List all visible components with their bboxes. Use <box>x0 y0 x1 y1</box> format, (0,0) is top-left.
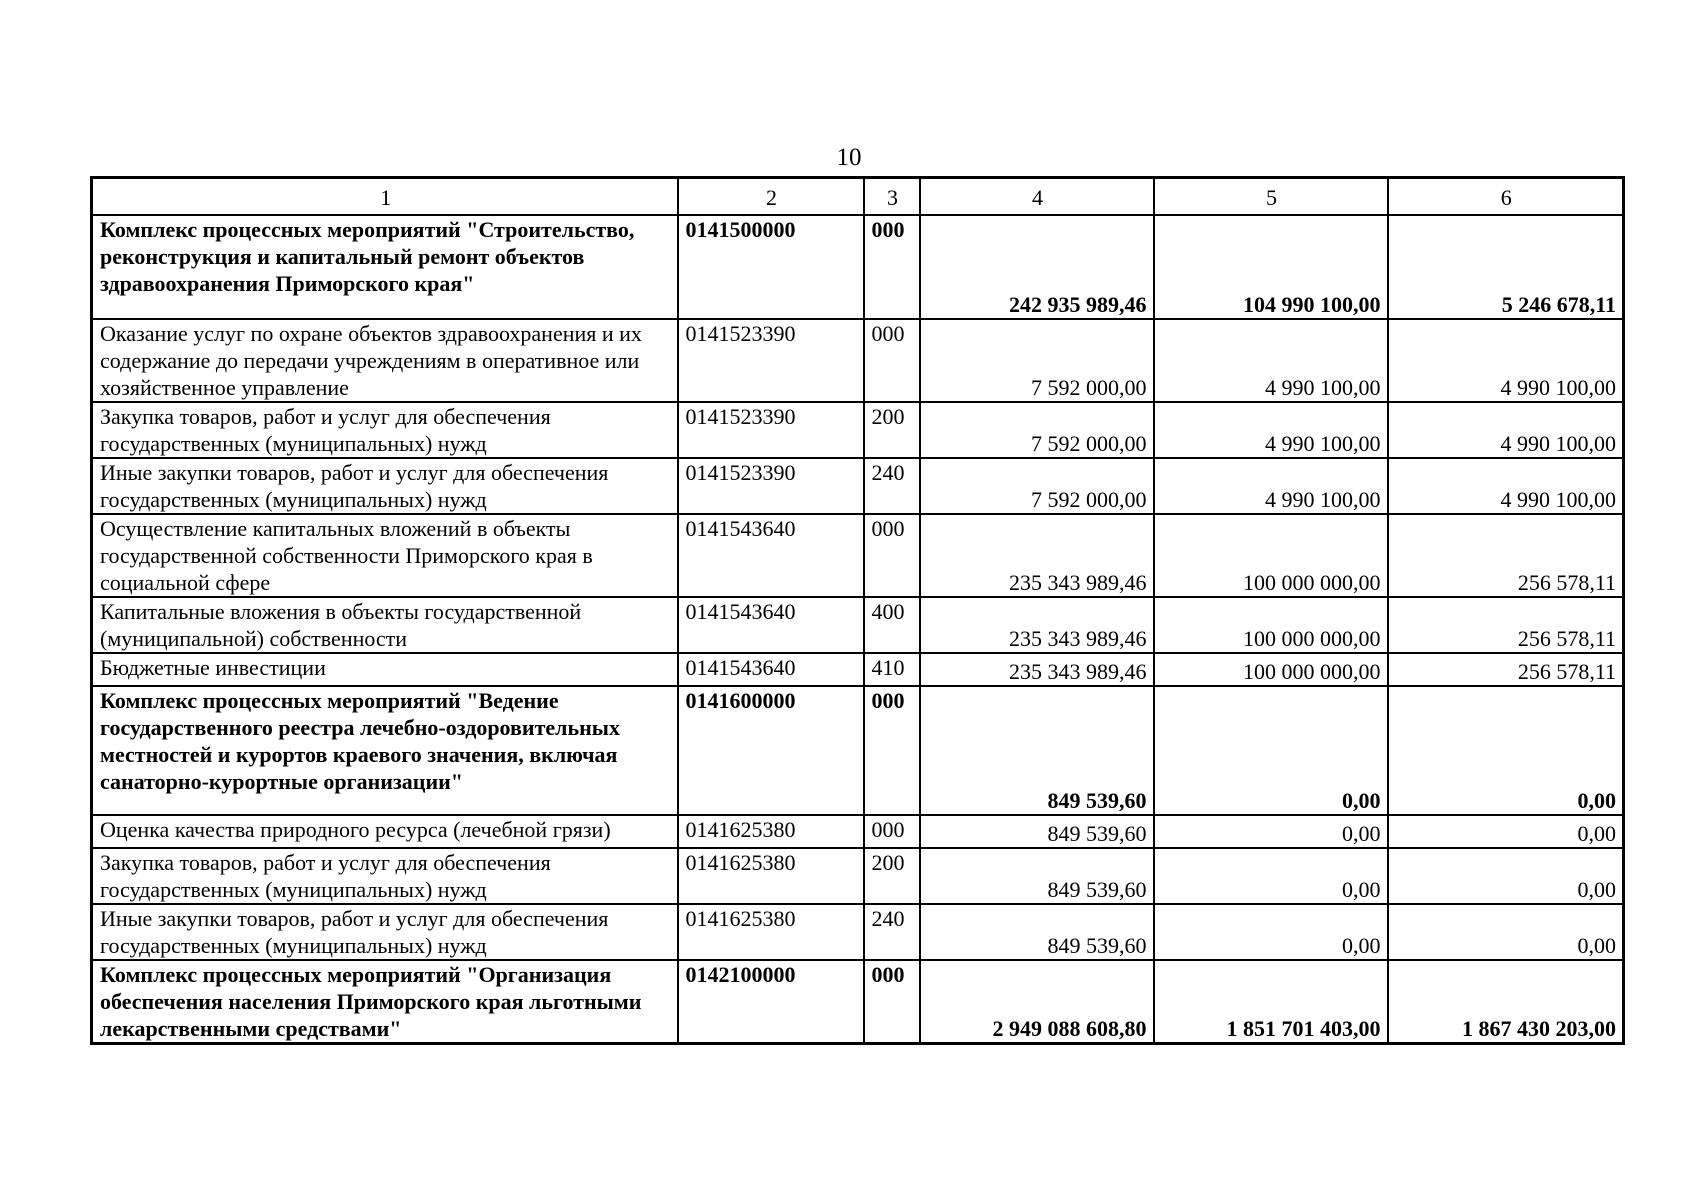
row-description: Комплекс процессных мероприятий "Организация обеспечения населения Приморского края льготными лекарственными средствами" <box>92 960 678 1044</box>
row-amount-col5: 4 990 100,00 <box>1154 319 1388 402</box>
table-row <box>92 904 1624 960</box>
row-expense-type: 400 <box>864 597 920 653</box>
table-body <box>92 178 1624 1044</box>
page-number: 10 <box>836 144 862 171</box>
row-expense-type: 000 <box>864 514 920 597</box>
row-amount-col4: 849 539,60 <box>920 904 1154 960</box>
table-row <box>92 402 1624 458</box>
row-amount-col5: 104 990 100,00 <box>1154 215 1388 319</box>
row-target-code: 0141600000 <box>678 686 864 815</box>
row-amount-col5: 4 990 100,00 <box>1154 458 1388 514</box>
row-description: Комплекс процессных мероприятий "Строительство, реконструкция и капитальный ремонт объектов здравоохранения Приморского края" <box>92 215 678 319</box>
row-expense-type: 410 <box>864 653 920 686</box>
table-row-section <box>92 215 1624 319</box>
column-header: 5 <box>1154 178 1388 216</box>
row-amount-col5: 1 851 701 403,00 <box>1154 960 1388 1044</box>
row-target-code: 0141523390 <box>678 402 864 458</box>
row-amount-col6: 256 578,11 <box>1388 514 1624 597</box>
row-amount-col4: 2 949 088 608,80 <box>920 960 1154 1044</box>
row-description: Закупка товаров, работ и услуг для обеспечения государственных (муниципальных) нужд <box>92 402 678 458</box>
row-amount-col5: 0,00 <box>1154 815 1388 848</box>
row-amount-col4: 849 539,60 <box>920 848 1154 904</box>
row-amount-col5: 0,00 <box>1154 686 1388 815</box>
row-amount-col6: 5 246 678,11 <box>1388 215 1624 319</box>
table-row <box>92 514 1624 597</box>
row-amount-col4: 7 592 000,00 <box>920 319 1154 402</box>
row-description: Иные закупки товаров, работ и услуг для обеспечения государственных (муниципальных) нужд <box>92 904 678 960</box>
row-description: Оценка качества природного ресурса (лечебной грязи) <box>92 815 678 848</box>
table-row <box>92 319 1624 402</box>
row-amount-col5: 0,00 <box>1154 848 1388 904</box>
row-expense-type: 200 <box>864 848 920 904</box>
row-expense-type: 000 <box>864 319 920 402</box>
row-expense-type: 000 <box>864 686 920 815</box>
row-target-code: 0141523390 <box>678 458 864 514</box>
row-description: Бюджетные инвестиции <box>92 653 678 686</box>
table-row <box>92 848 1624 904</box>
row-target-code: 0141625380 <box>678 904 864 960</box>
row-amount-col4: 849 539,60 <box>920 815 1154 848</box>
column-header: 6 <box>1388 178 1624 216</box>
column-header: 3 <box>864 178 920 216</box>
row-description: Комплекс процессных мероприятий "Ведение государственного реестра лечебно-оздоровительных местностей и курортов краевого значения, включая санаторно-курортные организации" <box>92 686 678 815</box>
row-amount-col4: 235 343 989,46 <box>920 653 1154 686</box>
row-amount-col4: 7 592 000,00 <box>920 402 1154 458</box>
row-description: Осуществление капитальных вложений в объекты государственной собственности Приморского края в социальной сфере <box>92 514 678 597</box>
row-amount-col6: 1 867 430 203,00 <box>1388 960 1624 1044</box>
row-expense-type: 000 <box>864 815 920 848</box>
table-row <box>92 597 1624 653</box>
column-header: 2 <box>678 178 864 216</box>
row-target-code: 0141523390 <box>678 319 864 402</box>
row-amount-col4: 242 935 989,46 <box>920 215 1154 319</box>
row-amount-col4: 849 539,60 <box>920 686 1154 815</box>
table-row <box>92 815 1624 848</box>
column-header: 1 <box>92 178 678 216</box>
row-amount-col6: 256 578,11 <box>1388 653 1624 686</box>
row-amount-col6: 0,00 <box>1388 904 1624 960</box>
row-target-code: 0141500000 <box>678 215 864 319</box>
row-expense-type: 000 <box>864 215 920 319</box>
table-row-section <box>92 686 1624 815</box>
row-target-code: 0141625380 <box>678 848 864 904</box>
table-row-section <box>92 960 1624 1044</box>
row-description: Оказание услуг по охране объектов здравоохранения и их содержание до передачи учреждениям в оперативное или хозяйственное управление <box>92 319 678 402</box>
row-description: Закупка товаров, работ и услуг для обеспечения государственных (муниципальных) нужд <box>92 848 678 904</box>
row-amount-col5: 100 000 000,00 <box>1154 653 1388 686</box>
row-amount-col6: 256 578,11 <box>1388 597 1624 653</box>
row-expense-type: 240 <box>864 904 920 960</box>
column-number-row <box>92 178 1624 216</box>
row-target-code: 0142100000 <box>678 960 864 1044</box>
row-amount-col6: 0,00 <box>1388 815 1624 848</box>
row-amount-col4: 7 592 000,00 <box>920 458 1154 514</box>
row-target-code: 0141543640 <box>678 653 864 686</box>
column-header: 4 <box>920 178 1154 216</box>
row-amount-col6: 4 990 100,00 <box>1388 319 1624 402</box>
row-amount-col4: 235 343 989,46 <box>920 597 1154 653</box>
row-description: Иные закупки товаров, работ и услуг для обеспечения государственных (муниципальных) нужд <box>92 458 678 514</box>
row-amount-col5: 0,00 <box>1154 904 1388 960</box>
row-amount-col6: 0,00 <box>1388 848 1624 904</box>
row-amount-col6: 4 990 100,00 <box>1388 458 1624 514</box>
table-row <box>92 458 1624 514</box>
row-amount-col5: 100 000 000,00 <box>1154 514 1388 597</box>
row-target-code: 0141543640 <box>678 597 864 653</box>
row-amount-col5: 4 990 100,00 <box>1154 402 1388 458</box>
row-expense-type: 200 <box>864 402 920 458</box>
row-description: Капитальные вложения в объекты государственной (муниципальной) собственности <box>92 597 678 653</box>
row-amount-col4: 235 343 989,46 <box>920 514 1154 597</box>
row-amount-col6: 0,00 <box>1388 686 1624 815</box>
table-row <box>92 653 1624 686</box>
row-amount-col5: 100 000 000,00 <box>1154 597 1388 653</box>
row-target-code: 0141543640 <box>678 514 864 597</box>
row-expense-type: 240 <box>864 458 920 514</box>
row-target-code: 0141625380 <box>678 815 864 848</box>
row-amount-col6: 4 990 100,00 <box>1388 402 1624 458</box>
budget-table <box>90 176 1625 1045</box>
row-expense-type: 000 <box>864 960 920 1044</box>
